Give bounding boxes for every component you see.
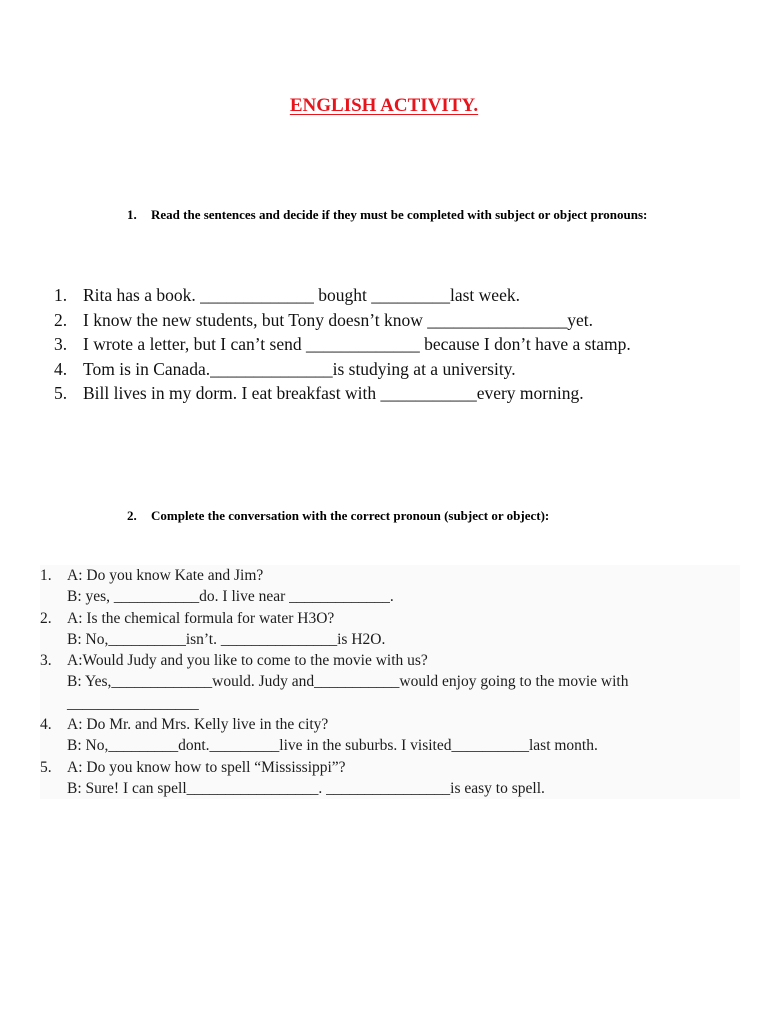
item-number: 5.: [40, 758, 52, 776]
conversation-line: [40, 778, 740, 799]
list-item: [54, 332, 754, 357]
page-title: ENGLISH ACTIVITY.: [289, 95, 479, 116]
section1-number: 1.: [127, 207, 137, 222]
section2-number: 2.: [127, 508, 137, 523]
line-text: A: Do Mr. and Mrs. Kelly live in the city?: [67, 716, 329, 734]
conversation-line: [40, 608, 740, 629]
line-text: _________________: [67, 694, 199, 712]
section2-instruction: [127, 506, 687, 526]
item-number: 5.: [54, 383, 68, 403]
section2-instruction-text: Complete the conversation with the correct pronoun (subject or object):: [151, 508, 550, 523]
line-text: B: yes, ___________do. I live near _____________.: [67, 588, 394, 606]
conversation-line: [40, 629, 740, 650]
conversation-line: [40, 671, 740, 692]
conversation-line: [40, 714, 740, 735]
line-text: A: Do you know Kate and Jim?: [67, 567, 264, 584]
conversation-line: [40, 565, 740, 586]
item-text: I know the new students, but Tony doesn’t know ________________yet.: [83, 309, 593, 330]
conversation-line: [40, 735, 740, 756]
line-text: A: Do you know how to spell “Mississippi”?: [67, 758, 346, 776]
item-number: 2.: [40, 609, 52, 627]
list-item: [54, 357, 754, 382]
item-number: 4.: [40, 716, 52, 734]
section1-sentence-list: [54, 283, 754, 406]
section1-instruction: [127, 205, 687, 225]
line-text: B: Yes,_____________would. Judy and___________would enjoy going to the movie with: [67, 673, 629, 691]
item-number: 2.: [54, 309, 68, 330]
list-item: [54, 308, 754, 333]
line-text: B: No,__________isn’t. _______________is H2O.: [67, 630, 386, 648]
line-text: B: Sure! I can spell_________________. ________________is easy to spell.: [67, 779, 545, 797]
conversation-line: [40, 693, 740, 714]
item-number: 3.: [40, 652, 52, 670]
item-number: 1.: [54, 285, 68, 305]
item-number: 1.: [40, 567, 52, 584]
item-number: 4.: [54, 358, 68, 379]
item-text: Bill lives in my dorm. I eat breakfast with ___________every morning.: [83, 383, 584, 403]
conversation-line: [40, 757, 740, 778]
section2-conversation-list: [40, 565, 740, 799]
conversation-line: [40, 586, 740, 607]
line-text: B: No,_________dont._________live in the suburbs. I visited__________last month.: [67, 737, 598, 755]
item-text: I wrote a letter, but I can’t send _____________ because I don’t have a stamp.: [83, 334, 631, 354]
list-item: [54, 283, 754, 308]
section1-instruction-text: Read the sentences and decide if they must be completed with subject or object pronouns:: [151, 207, 648, 222]
list-item: [54, 381, 754, 406]
item-number: 3.: [54, 334, 68, 354]
item-text: Rita has a book. _____________ bought _________last week.: [83, 285, 520, 305]
line-text: A: Is the chemical formula for water H3O?: [67, 609, 335, 627]
line-text: A:Would Judy and you like to come to the movie with us?: [67, 652, 428, 670]
conversation-line: [40, 650, 740, 671]
item-text: Tom is in Canada.______________is studying at a university.: [83, 358, 516, 379]
